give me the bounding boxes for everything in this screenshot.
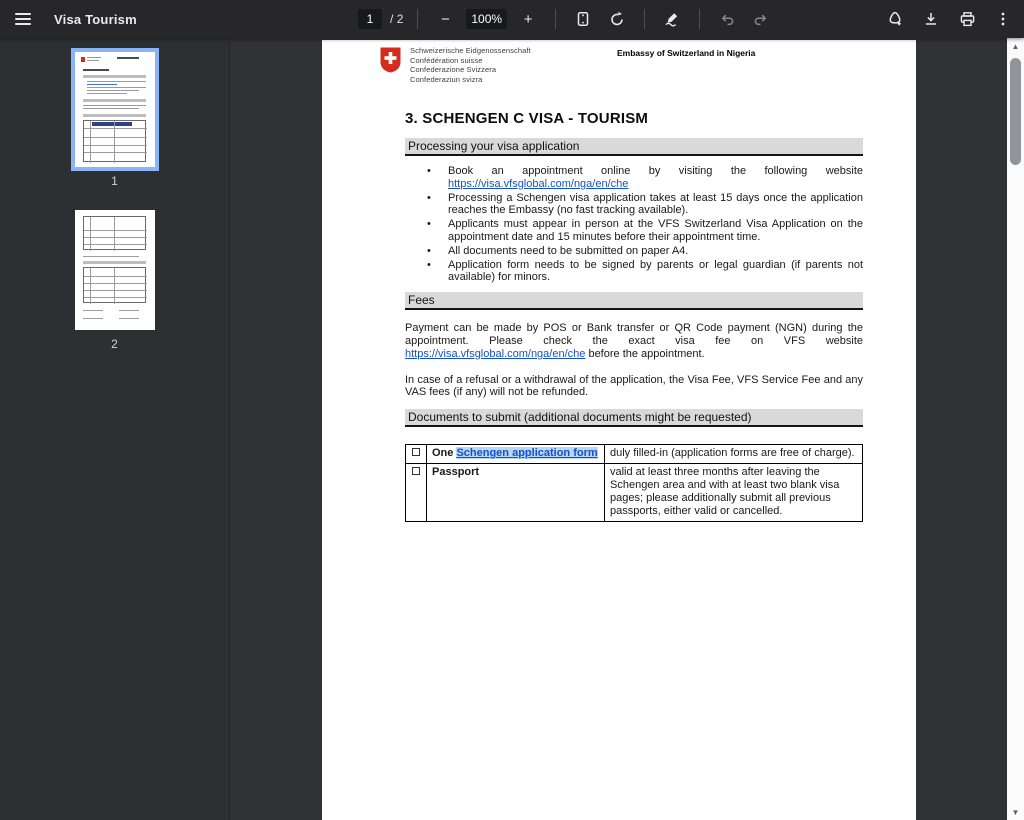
document-viewport[interactable] bbox=[231, 38, 1007, 820]
bullet-item: • Applicants must appear in person at the VFS Switzerland Visa Application on the appointment date and 15 minutes before their appointment time. bbox=[448, 218, 863, 244]
document-heading: 3. SCHENGEN C VISA - TOURISM bbox=[405, 110, 649, 127]
mini-swiss-logo bbox=[81, 57, 85, 62]
menu-button[interactable] bbox=[0, 0, 46, 38]
download-icon bbox=[923, 11, 939, 27]
scrollbar-thumb[interactable] bbox=[1010, 58, 1021, 165]
pdf-toolbar bbox=[0, 0, 1024, 38]
rotate-counterclockwise-icon bbox=[609, 11, 625, 27]
bullet-item bbox=[448, 165, 863, 191]
print-icon bbox=[959, 11, 976, 28]
more-vertical-icon bbox=[995, 11, 1011, 27]
thumbnail-page-1-preview bbox=[75, 52, 155, 167]
acrobat-extension-icon bbox=[886, 10, 904, 28]
checkbox[interactable] bbox=[412, 467, 420, 475]
application-form-link[interactable]: Schengen application form bbox=[456, 447, 598, 460]
redo-button[interactable] bbox=[748, 6, 774, 32]
checkbox[interactable] bbox=[412, 448, 420, 456]
vertical-scrollbar[interactable] bbox=[1007, 38, 1024, 820]
swiss-coat-of-arms bbox=[380, 47, 401, 73]
embassy-header: Embassy of Switzerland in Nigeria bbox=[617, 48, 756, 58]
fees-text: Payment can be made by POS or Bank transfer or QR Code payment (NGN) during the appointment. Please check the exact visa fee on VFS website bbox=[405, 322, 863, 347]
thumbnail-sidebar bbox=[0, 38, 230, 820]
table-row bbox=[406, 464, 863, 522]
bullet-item: • Processing a Schengen visa application takes at least 15 days once the application reaches the Embassy (no fast tracking available). bbox=[448, 192, 863, 218]
pdf-page-1 bbox=[322, 40, 916, 820]
document-desc: duly filled-in (application forms are free of charge). bbox=[605, 445, 863, 464]
page-separator: / bbox=[390, 12, 394, 26]
page-total: 2 bbox=[396, 12, 404, 26]
section-heading-documents: Documents to submit (additional documents might be requested) bbox=[405, 409, 863, 427]
undo-button[interactable] bbox=[714, 6, 740, 32]
fit-page-icon bbox=[575, 11, 591, 27]
thumbnail-page-2-preview bbox=[75, 210, 155, 330]
bullet-item: • All documents need to be submitted on paper A4. bbox=[448, 245, 863, 258]
print-button[interactable] bbox=[954, 6, 980, 32]
thumbnail-label: 1 bbox=[111, 174, 118, 188]
zoom-in-button[interactable]: + bbox=[523, 10, 533, 28]
fees-paragraph bbox=[405, 322, 863, 360]
section-heading-fees: Fees bbox=[405, 292, 863, 310]
open-in-acrobat-button[interactable] bbox=[882, 6, 908, 32]
toolbar-divider bbox=[699, 9, 700, 29]
refund-paragraph: In case of a refusal or a withdrawal of the application, the Visa Fee, VFS Service Fee and any VAS fees (if any) will not be refunded. bbox=[405, 373, 863, 399]
document-name: One bbox=[432, 447, 457, 460]
pen-annotate-icon bbox=[664, 11, 681, 28]
document-name: Passport bbox=[427, 464, 605, 522]
section-heading-processing: Processing your visa application bbox=[405, 138, 863, 156]
more-options-button[interactable] bbox=[990, 6, 1016, 32]
zoom-out-button[interactable]: − bbox=[440, 10, 450, 28]
bullet-item: • Application form needs to be signed by parents or legal guardian (if parents not available) for minors. bbox=[448, 259, 863, 285]
page-thumbnail-1[interactable] bbox=[75, 52, 155, 188]
redo-icon bbox=[753, 11, 769, 27]
undo-icon bbox=[719, 11, 735, 27]
fit-to-page-button[interactable] bbox=[570, 6, 596, 32]
toolbar-divider bbox=[555, 9, 556, 29]
vfs-appointment-link[interactable]: https://visa.vfsglobal.com/nga/en/che bbox=[448, 177, 629, 190]
page-thumbnail-2[interactable] bbox=[75, 210, 155, 351]
download-button[interactable] bbox=[918, 6, 944, 32]
vfs-fee-link[interactable]: https://visa.vfsglobal.com/nga/en/che bbox=[405, 347, 586, 360]
page-number-input[interactable]: 1 bbox=[358, 9, 382, 29]
federal-wordmark: Schweizerische Eidgenossenschaft Confédération suisse Confederazione Svizzera Confederaziun svizra bbox=[410, 46, 531, 84]
rotate-button[interactable] bbox=[604, 6, 630, 32]
table-row bbox=[406, 445, 863, 464]
scroll-up-arrow[interactable]: ▲ bbox=[1011, 41, 1020, 51]
document-title: Visa Tourism bbox=[54, 11, 137, 27]
fees-text: before the appointment. bbox=[585, 347, 705, 360]
annotate-button[interactable] bbox=[659, 6, 685, 32]
document-desc: valid at least three months after leaving the Schengen area and with at least two blank visa pages; please additionally submit all previous passports, either valid or cancelled. bbox=[605, 464, 863, 522]
thumbnail-label: 2 bbox=[111, 337, 118, 351]
toolbar-divider bbox=[644, 9, 645, 29]
bullet-text: • Book an appointment online by visiting the following website bbox=[448, 165, 863, 177]
toolbar-divider bbox=[417, 9, 418, 29]
scroll-down-arrow[interactable]: ▼ bbox=[1011, 807, 1020, 817]
hamburger-icon bbox=[15, 10, 31, 28]
documents-table bbox=[405, 444, 863, 522]
zoom-level[interactable]: 100% bbox=[466, 9, 507, 29]
processing-bullet-list bbox=[405, 165, 863, 284]
